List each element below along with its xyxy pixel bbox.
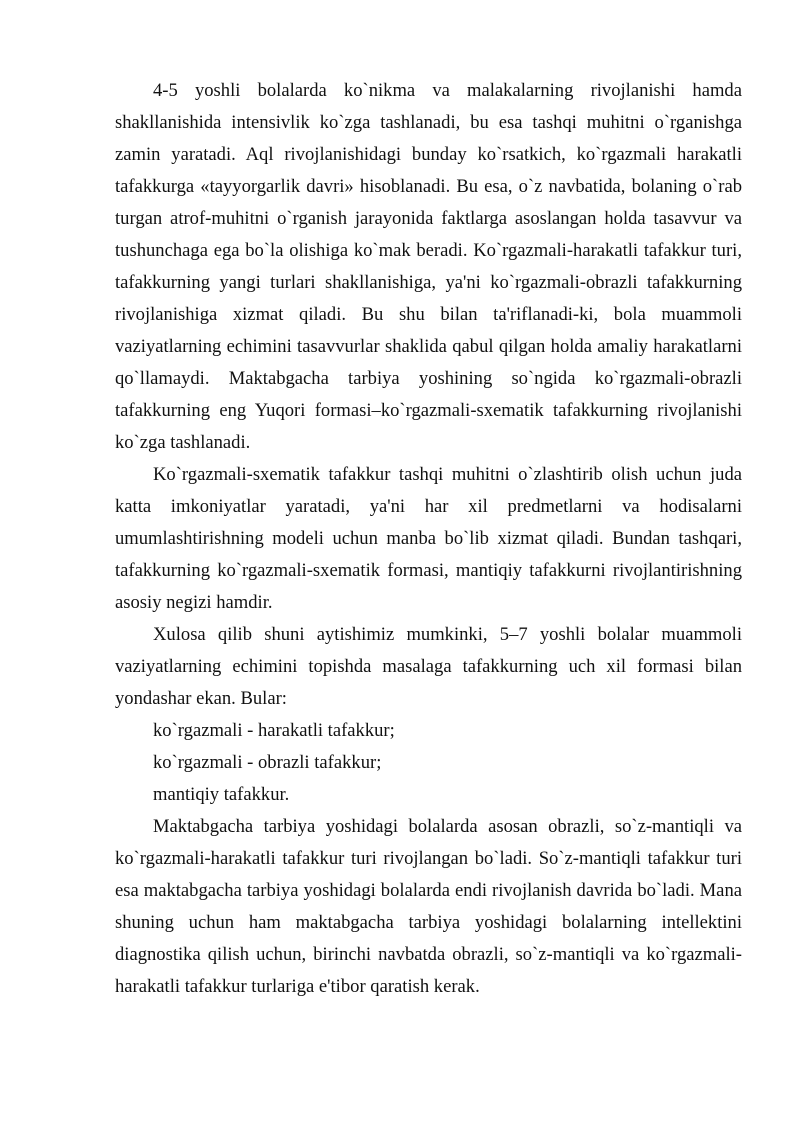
paragraph: Maktabgacha tarbiya yoshidagi bolalarda asosan obrazli, so`z-mantiqli va ko`rgazmali-harakatli tafakkur turi rivojlangan bo`ladi. So`z-mantiqli tafakkur turi esa maktabgacha tarbiya yoshidagi bolalarda endi rivojlanish davrida bo`ladi. Mana shuning uchun ham maktabgacha tarbiya yoshidagi bolalarning intellektini diagnostika qilish uchun, birinchi navbatda obrazli, so`z-mantiqli va ko`rgazmali-harakatli tafakkur turlariga e'tibor qaratish kerak. [115, 816, 742, 997]
document-body [115, 75, 742, 1003]
list-item: ko`rgazmali - obrazli tafakkur; [153, 752, 382, 773]
paragraph: Ko`rgazmali-sxematik tafakkur tashqi muhitni o`zlashtirib olish uchun juda katta imkoniyatlar yaratadi, ya'ni har xil predmetlarni va hodisalarni umumlashtirishning modeli uchun manba bo`lib xizmat qiladi. Bundan tashqari, tafakkurning ko`rgazmali-sxematik formasi, mantiqiy tafakkurni rivojlantirishning asosiy negizi hamdir. [115, 464, 742, 613]
list-item: mantiqiy tafakkur. [153, 784, 290, 805]
paragraph: Xulosa qilib shuni aytishimiz mumkinki, 5–7 yoshli bolalar muammoli vaziyatlarning echimini topishda masalaga tafakkurning uch xil formasi bilan yondashar ekan. Bular: [115, 624, 742, 709]
list-item: ko`rgazmali - harakatli tafakkur; [153, 720, 395, 741]
paragraph: 4-5 yoshli bolalarda ko`nikma va malakalarning rivojlanishi hamda shakllanishida intensivlik ko`zga tashlanadi, bu esa tashqi muhitni o`rganishga zamin yaratadi. Aql rivojlanishidagi bunday ko`rsatkich, ko`rgazmali harakatli tafakkurga «tayyorgarlik davri» hisoblanadi. Bu esa, o`z navbatida, bolaning o`rab turgan atrof-muhitni o`rganish jarayonida faktlarga asoslangan holda tasavvur va tushunchaga ega bo`la olishiga ko`mak beradi. Ko`rgazmali-harakatli tafakkur turi, tafakkurning yangi turlari shakllanishiga, ya'ni ko`rgazmali-obrazli tafakkurning rivojlanishiga xizmat qiladi. Bu shu bilan ta'riflanadi-ki, bola muammoli vaziyatlarning echimini tasavvurlar shaklida qabul qilgan holda amaliy harakatlarni qo`llamaydi. Maktabgacha tarbiya yoshining so`ngida ko`rgazmali-obrazli tafakkurning eng Yuqori formasi–ko`rgazmali-sxematik tafakkurning rivojlanishi ko`zga tashlanadi. [115, 80, 742, 453]
